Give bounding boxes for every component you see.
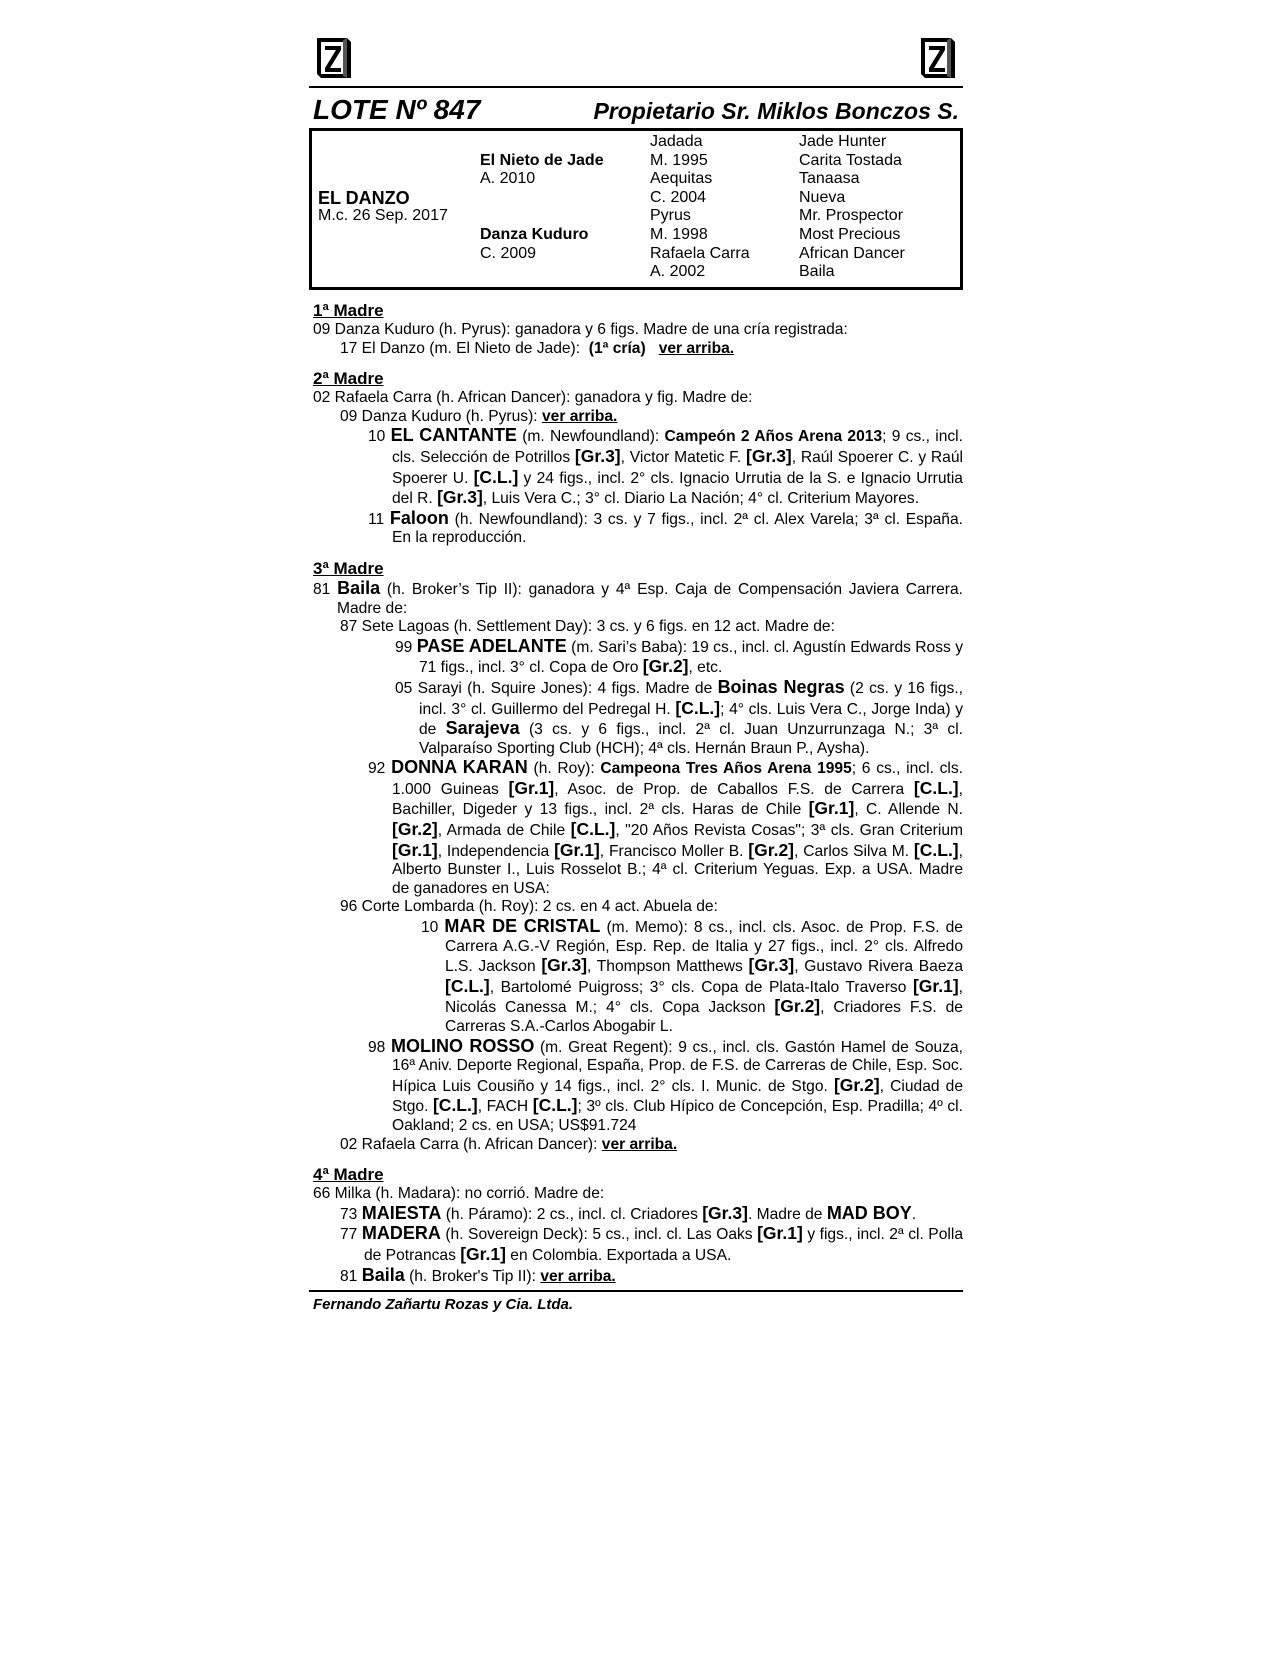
horse-desc: M.c. 26 Sep. 2017 bbox=[318, 207, 448, 225]
offspring-entry: 09 Danza Kuduro (h. Pyrus): ver arriba. bbox=[340, 407, 618, 425]
zanartu-logo-icon bbox=[917, 34, 959, 82]
ped-cell: A. 2002 bbox=[650, 263, 706, 281]
ped-cell: Tanaasa bbox=[799, 170, 860, 188]
pedigree-table bbox=[309, 128, 963, 290]
ped-cell: Jadada bbox=[650, 133, 703, 150]
offspring-entry: 81 Baila (h. Broker's Tip II): ver arriba. bbox=[340, 1264, 616, 1285]
sire-desc: A. 2010 bbox=[480, 170, 536, 188]
dam-entry: 66 Milka (h. Madara): no corrió. Madre de: bbox=[313, 1185, 605, 1203]
footer-company: Fernando Zañartu Rozas y Cia. Ltda. bbox=[309, 1290, 963, 1313]
ped-cell: Rafaela Carra bbox=[650, 244, 750, 262]
offspring-entry: 11 Faloon (h. Newfoundland): 3 cs. y 7 figs., incl. 2ª cl. Alex Varela; 3ª cl. España. En la reproducción. bbox=[368, 507, 963, 547]
offspring-entry: 99 PASE ADELANTE (m. Sari’s Baba): 19 cs., incl. cl. Agustín Edwards Ross y 71 figs., incl. 3° cl. Copa de Oro [Gr.2], etc. bbox=[395, 635, 963, 677]
ped-cell: C. 2004 bbox=[650, 188, 707, 206]
page-header bbox=[309, 30, 963, 88]
offspring-entry: 73 MAIESTA (h. Páramo): 2 cs., incl. cl. Criadores [Gr.3]. Madre de MAD BOY. bbox=[340, 1202, 917, 1223]
offspring-entry: 05 Sarayi (h. Squire Jones): 4 figs. Madre de Boinas Negras (2 cs. y 16 figs., incl. 3° cl. Guillermo del Pedregal H. [C.L.]; 4° cls. Luis Vera C., Jorge Inda) y de Sarajeva (3 cs. y 6 figs., incl. 2ª cl. Juan Unzurrunzaga N.; 3ª cl. Valparaíso Sporting Club (HCH); 4ª cls. Hernán Braun P., Aysha). bbox=[395, 676, 964, 757]
dam-entry: 09 Danza Kuduro (h. Pyrus): ganadora y 6 figs. Madre de una cría registrada: bbox=[313, 321, 848, 338]
ped-cell: Pyrus bbox=[650, 207, 691, 225]
lot-number: LOTE Nº 847 bbox=[313, 94, 481, 125]
sire-name: El Nieto de Jade bbox=[480, 151, 604, 169]
section-heading: 1ª Madre bbox=[313, 301, 384, 320]
offspring-entry: 10 MAR DE CRISTAL (m. Memo): 8 cs., incl. cls. Asoc. de Prop. F.S. de Carrera A.G.-V Región, Esp. Rep. de Italia y 27 figs., incl. 2° cls. Alfredo L.S. Jackson [Gr.3], Thompson Matthews [Gr.3], Gustavo Rivera Baeza [C.L.], Bartolomé Puigross; 3° cls. Copa de Plata-Italo Traverso [Gr.1], Nicolás Canessa M.; 4° cls. Copa Jackson [Gr.2], Criadores F.S. de Carreras S.A.-Carlos Abogabir L. bbox=[421, 916, 963, 1035]
ped-cell: Mr. Prospector bbox=[799, 207, 904, 225]
ped-cell: Baila bbox=[799, 263, 835, 281]
owner-name: Propietario Sr. Miklos Bonczos S. bbox=[593, 98, 959, 124]
section-heading: 2ª Madre bbox=[313, 369, 384, 389]
dam-entry: 81 Baila (h. Broker’s Tip II): ganadora y 4ª Esp. Caja de Compensación Javiera Carrera. Madre de: bbox=[313, 577, 963, 617]
ped-cell: M. 1995 bbox=[650, 151, 708, 169]
offspring-entry: 98 MOLINO ROSSO (m. Great Regent): 9 cs., incl. cls. Gastón Hamel de Souza, 16ª Aniv. Deporte Regional, España, Prop. de F.S. de Carreras de Chile, Esp. Soc. Hípica Luis Cousiño y 14 figs., incl. 2° cls. I. Munic. de Stgo. [Gr.2], Ciudad de Stgo. [C.L.], FACH [C.L.]; 3º cls. Club Hípico de Concepción, Esp. Pradilla; 4º cl. Oakland; 2 cs. en USA; US$91.724 bbox=[368, 1035, 964, 1134]
pedigree-parents bbox=[480, 133, 604, 263]
dam-name: Danza Kuduro bbox=[480, 225, 589, 243]
pedigree-grandparents bbox=[650, 133, 750, 282]
catalog-page bbox=[309, 30, 963, 1313]
ped-cell: Nueva bbox=[799, 188, 846, 206]
offspring-entry: 92 DONNA KARAN (h. Roy): Campeona Tres Años Arena 1995; 6 cs., incl. cls. 1.000 Guineas [Gr.1], Asoc. de Prop. de Caballos F.S. de Carrera [C.L.], Bachiller, Digeder y 13 figs., incl. 2ª cls. Haras de Chile [Gr.1], C. Allende N. [Gr.2], Armada de Chile [C.L.], "20 Años Revista Cosas"; 3ª cls. Gran Criterium [Gr.1], Independencia [Gr.1], Francisco Moller B. [Gr.2], Carlos Silva M. [C.L.], Alberto Bunster I., Luis Rosselot B.; 4ª cl. Criterium Yeguas. Exp. a USA. Madre de ganadores en USA: bbox=[368, 757, 963, 897]
zanartu-logo-icon bbox=[313, 34, 355, 82]
ped-cell: Most Precious bbox=[799, 225, 901, 243]
ped-cell: African Dancer bbox=[799, 244, 905, 262]
offspring-entry: 17 El Danzo (m. El Nieto de Jade): (1ª cría) ver arriba. bbox=[340, 339, 735, 357]
pedigree-great-grandparents bbox=[799, 133, 905, 282]
offspring-entry: 96 Corte Lombarda (h. Roy): 2 cs. en 4 act. Abuela de: bbox=[340, 898, 718, 916]
pedigree-horse bbox=[318, 133, 448, 226]
section-heading: 3ª Madre bbox=[313, 558, 384, 578]
dam-desc: C. 2009 bbox=[480, 244, 537, 262]
dam-entry: 02 Rafaela Carra (h. African Dancer): ganadora y fig. Madre de: bbox=[313, 389, 753, 407]
ped-cell: Aequitas bbox=[650, 170, 713, 188]
ped-cell: Jade Hunter bbox=[799, 133, 887, 150]
offspring-entry: 02 Rafaela Carra (h. African Dancer): ver arriba. bbox=[340, 1135, 678, 1153]
section-heading: 4ª Madre bbox=[313, 1165, 384, 1185]
horse-name: EL DANZO bbox=[318, 187, 410, 208]
offspring-entry: 87 Sete Lagoas (h. Settlement Day): 3 cs. y 6 figs. en 12 act. Madre de: bbox=[340, 618, 835, 636]
lot-title-row bbox=[309, 88, 963, 128]
offspring-entry: 10 EL CANTANTE (m. Newfoundland): Campeón 2 Años Arena 2013; 9 cs., incl. cls. Selección de Potrillos [Gr.3], Victor Matetic F. [Gr.3], Raúl Spoerer C. y Raúl Spoerer U. [C.L.] y 24 figs., incl. 2° cls. Ignacio Urrutia de la S. e Ignacio Urrutia del R. [Gr.3], Luis Vera C.; 3° cl. Diario La Nación; 4° cl. Criterium Mayores. bbox=[368, 425, 963, 508]
ped-cell: M. 1998 bbox=[650, 225, 708, 243]
ped-cell: Carita Tostada bbox=[799, 151, 902, 169]
offspring-entry: 77 MADERA (h. Sovereign Deck): 5 cs., incl. cl. Las Oaks [Gr.1] y figs., incl. 2ª cl. Polla de Potrancas [Gr.1] en Colombia. Exportada a USA. bbox=[340, 1223, 963, 1264]
